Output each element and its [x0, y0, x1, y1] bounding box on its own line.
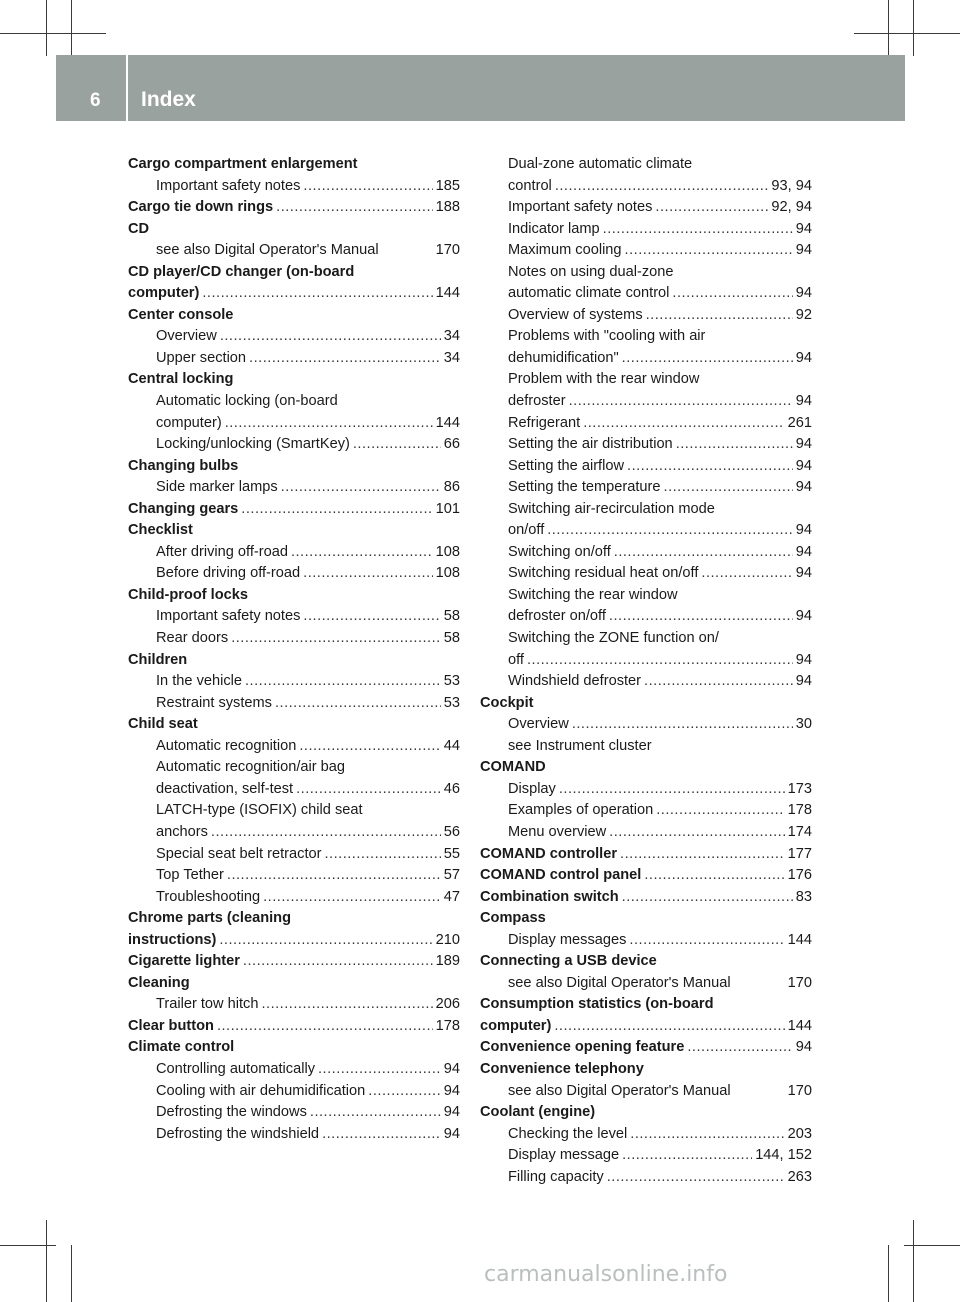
index-subentry: [128, 1102, 460, 1124]
page-reference: 58: [443, 608, 460, 625]
page-reference: 178: [435, 1017, 460, 1034]
page-reference: 170: [787, 1082, 812, 1099]
entry-label: Important safety notes: [508, 199, 653, 216]
index-term: Compass: [480, 910, 546, 927]
dot-leader: [299, 736, 440, 758]
page-reference: 94: [795, 457, 812, 474]
index-subentry: [128, 240, 460, 262]
index-subentry: [128, 865, 460, 887]
page-reference: 94: [795, 242, 812, 259]
index-subentry-text: see Instrument cluster: [508, 737, 652, 754]
page-reference: 34: [443, 328, 460, 345]
index-term: Cleaning: [128, 974, 190, 991]
page-reference: 144: [787, 1017, 812, 1034]
entry-label: Important safety notes: [156, 608, 301, 625]
entry-label: Locking/unlocking (SmartKey): [156, 436, 350, 453]
dot-leader: [664, 477, 793, 499]
index-term: Cockpit: [480, 694, 534, 711]
dot-leader: [572, 714, 793, 736]
dot-leader: [249, 348, 441, 370]
index-subentry: [480, 606, 812, 628]
dot-leader: [245, 671, 441, 693]
dot-leader: [318, 1059, 441, 1081]
index-term: CD player/CD changer (on-board: [128, 263, 355, 280]
index-subentry: [480, 520, 812, 542]
dot-leader: [559, 779, 785, 801]
entry-label: Checking the level: [508, 1125, 628, 1142]
entry-label: Restraint systems: [156, 694, 272, 711]
page-reference: 176: [787, 867, 812, 884]
page-reference: 44: [443, 737, 460, 754]
dot-leader: [569, 391, 793, 413]
index-subentry: [480, 714, 812, 736]
dot-leader: [622, 1145, 752, 1167]
dot-leader: [243, 951, 433, 973]
dot-leader: [281, 477, 441, 499]
entry-label: Filling capacity: [508, 1168, 604, 1185]
page-number: 6: [90, 90, 101, 111]
index-subentry: [480, 1167, 812, 1189]
entry-label: Clear button: [128, 1017, 214, 1034]
entry-label: Side marker lamps: [156, 479, 278, 496]
entry-label: Setting the temperature: [508, 479, 661, 496]
entry-label: Maximum cooling: [508, 242, 622, 259]
entry-label: Upper section: [156, 349, 247, 366]
crop-mark: [913, 0, 914, 56]
index-term: Chrome parts (cleaning: [128, 910, 291, 927]
index-subentry: [128, 326, 460, 348]
dot-leader: [324, 844, 440, 866]
entry-label: on/off: [508, 522, 545, 539]
dot-leader: [620, 844, 785, 866]
watermark: carmanualsonline.info: [484, 1262, 728, 1287]
index-subentry: [128, 887, 460, 909]
dot-leader: [241, 499, 432, 521]
index-term: Connecting a USB device: [480, 953, 657, 970]
entry-label: Refrigerant: [508, 414, 581, 431]
index-subentry-text: Problems with "cooling with air: [508, 328, 706, 345]
page-reference: 30: [795, 716, 812, 733]
page-reference: 261: [787, 414, 812, 431]
page-reference: 94: [795, 349, 812, 366]
entry-label: anchors: [156, 823, 208, 840]
dot-leader: [614, 542, 793, 564]
page-reference: 92: [795, 306, 812, 323]
page-reference: 108: [435, 565, 460, 582]
dot-leader: [261, 994, 432, 1016]
page-reference: 46: [443, 780, 460, 797]
index-entry: [480, 1016, 812, 1038]
dot-leader: [672, 283, 792, 305]
page-reference: 177: [787, 845, 812, 862]
index-entry: [128, 197, 460, 219]
entry-label: computer): [480, 1017, 552, 1034]
page-reference: 94: [795, 651, 812, 668]
index-subentry: [480, 563, 812, 585]
header-divider: [126, 55, 128, 121]
entry-label: Automatic recognition: [156, 737, 297, 754]
dot-leader: [322, 1124, 441, 1146]
entry-label: Display: [508, 780, 556, 797]
entry-label: Overview: [156, 328, 217, 345]
page-reference: 173: [787, 780, 812, 797]
index-subentry-text: Problem with the rear window: [508, 371, 700, 388]
entry-label: computer): [156, 414, 222, 431]
index-column-left: [128, 154, 460, 1145]
index-subentry: [480, 542, 812, 564]
entry-label: control: [508, 177, 552, 194]
dot-leader: [291, 542, 433, 564]
entry-label: automatic climate control: [508, 285, 670, 302]
index-subentry-text: Automatic recognition/air bag: [156, 759, 346, 776]
page-reference: 94: [795, 1039, 812, 1056]
page-reference: 57: [443, 867, 460, 884]
page-reference: 108: [435, 543, 460, 560]
page-reference: 189: [435, 953, 460, 970]
index-entry: [480, 887, 812, 909]
entry-label: After driving off-road: [156, 543, 288, 560]
entry-label: Display messages: [508, 931, 627, 948]
page-reference: 56: [443, 823, 460, 840]
entry-label: see also Digital Operator's Manual: [508, 1082, 731, 1099]
entry-label: Troubleshooting: [156, 888, 261, 905]
entry-label: see also Digital Operator's Manual: [508, 974, 731, 991]
entry-label: Important safety notes: [156, 177, 301, 194]
entry-label: Cooling with air dehumidification: [156, 1082, 366, 1099]
entry-label: Defrosting the windows: [156, 1104, 307, 1121]
page-reference: 144: [787, 931, 812, 948]
entry-label: Indicator lamp: [508, 220, 600, 237]
dot-leader: [630, 1124, 784, 1146]
page-reference: 170: [787, 974, 812, 991]
page-reference: 188: [435, 199, 460, 216]
page-reference: 210: [435, 931, 460, 948]
index-entry: [128, 283, 460, 305]
crop-mark: [0, 1245, 56, 1246]
page-reference: 178: [787, 802, 812, 819]
page-reference: 94: [795, 565, 812, 582]
page-reference: 144: [435, 414, 460, 431]
index-subentry-text: Notes on using dual-zone: [508, 263, 674, 280]
index-subentry: [480, 822, 812, 844]
index-entry: [128, 499, 460, 521]
index-subentry: [128, 542, 460, 564]
dot-leader: [644, 671, 793, 693]
index-subentry: [128, 413, 460, 435]
index-term: Consumption statistics (on-board: [480, 996, 714, 1013]
dot-leader: [303, 176, 432, 198]
page-reference: 94: [443, 1125, 460, 1142]
page-reference: 263: [787, 1168, 812, 1185]
index-subentry-text: Switching the ZONE function on/: [508, 630, 719, 647]
index-subentry: [480, 973, 812, 995]
page-reference: 94: [795, 543, 812, 560]
entry-label: Trailer tow hitch: [156, 996, 259, 1013]
entry-label: dehumidification": [508, 349, 619, 366]
index-term: Central locking: [128, 371, 234, 388]
entry-label: Overview: [508, 716, 569, 733]
index-subentry: [128, 736, 460, 758]
index-subentry-text: Switching air-recirculation mode: [508, 500, 715, 517]
dot-leader: [219, 930, 432, 952]
index-subentry: [480, 434, 812, 456]
index-term: Child-proof locks: [128, 586, 248, 603]
dot-leader: [609, 822, 784, 844]
dot-leader: [676, 434, 793, 456]
dot-leader: [622, 348, 793, 370]
dot-leader: [303, 606, 440, 628]
index-subentry: [480, 650, 812, 672]
dot-leader: [231, 628, 441, 650]
crop-mark: [71, 1245, 72, 1302]
page-reference: 94: [795, 436, 812, 453]
entry-label: Menu overview: [508, 823, 607, 840]
dot-leader: [607, 1167, 785, 1189]
entry-label: Switching residual heat on/off: [508, 565, 699, 582]
crop-mark: [71, 0, 72, 56]
index-subentry: [128, 1081, 460, 1103]
index-subentry: [128, 606, 460, 628]
entry-label: Examples of operation: [508, 802, 654, 819]
page-reference: 94: [443, 1060, 460, 1077]
index-subentry: [128, 563, 460, 585]
dot-leader: [644, 865, 784, 887]
index-subentry-text: Automatic locking (on-board: [156, 393, 338, 410]
entry-label: COMAND control panel: [480, 867, 642, 884]
index-subentry: [480, 240, 812, 262]
page-reference: 66: [443, 436, 460, 453]
index-subentry: [480, 1145, 812, 1167]
entry-label: computer): [128, 285, 200, 302]
dot-leader: [310, 1102, 441, 1124]
index-subentry: [128, 434, 460, 456]
dot-leader: [554, 1016, 784, 1038]
page-reference: 34: [443, 349, 460, 366]
entry-label: Setting the airflow: [508, 457, 625, 474]
entry-label: Rear doors: [156, 630, 229, 647]
dot-leader: [368, 1081, 440, 1103]
page-reference: 94: [795, 220, 812, 237]
page-reference: 203: [787, 1125, 812, 1142]
index-subentry: [480, 930, 812, 952]
index-subentry: [128, 176, 460, 198]
index-subentry: [128, 628, 460, 650]
entry-label: Defrosting the windshield: [156, 1125, 320, 1142]
page-reference: 53: [443, 673, 460, 690]
crop-mark: [888, 0, 889, 56]
index-term: Convenience telephony: [480, 1060, 644, 1077]
entry-label: In the vehicle: [156, 673, 242, 690]
page-reference: 55: [443, 845, 460, 862]
index-subentry: [128, 671, 460, 693]
index-subentry: [128, 994, 460, 1016]
crop-mark: [913, 1220, 914, 1302]
dot-leader: [656, 800, 784, 822]
entry-label: defroster on/off: [508, 608, 606, 625]
index-subentry-text: Dual-zone automatic climate: [508, 156, 693, 172]
index-subentry: [480, 219, 812, 241]
index-subentry: [480, 800, 812, 822]
dot-leader: [220, 326, 441, 348]
index-term: Checklist: [128, 522, 193, 539]
index-subentry: [128, 348, 460, 370]
index-term: Cargo compartment enlargement: [128, 156, 358, 172]
dot-leader: [687, 1037, 792, 1059]
entry-label: Special seat belt retractor: [156, 845, 322, 862]
page-reference: 94: [443, 1104, 460, 1121]
page-reference: 94: [443, 1082, 460, 1099]
page-reference: 144: [435, 285, 460, 302]
entry-label: off: [508, 651, 524, 668]
index-entry: [128, 1016, 460, 1038]
index-subentry: [480, 413, 812, 435]
page-reference: 94: [795, 673, 812, 690]
entry-label: Combination switch: [480, 888, 619, 905]
index-subentry: [128, 1059, 460, 1081]
dot-leader: [583, 413, 784, 435]
entry-label: defroster: [508, 393, 566, 410]
crop-mark: [46, 0, 47, 56]
dot-leader: [227, 865, 441, 887]
index-subentry: [480, 391, 812, 413]
dot-leader: [646, 305, 793, 327]
index-subentry: [128, 822, 460, 844]
entry-label: instructions): [128, 931, 217, 948]
crop-mark: [46, 1220, 47, 1302]
dot-leader: [353, 434, 441, 456]
dot-leader: [202, 283, 432, 305]
dot-leader: [263, 887, 441, 909]
index-term: Coolant (engine): [480, 1104, 596, 1121]
dot-leader: [622, 887, 793, 909]
page-title: Index: [141, 88, 196, 111]
entry-label: Overview of systems: [508, 306, 643, 323]
page-reference: 94: [795, 522, 812, 539]
page-reference: 170: [435, 242, 460, 259]
page-reference: 94: [795, 608, 812, 625]
index-subentry: [480, 348, 812, 370]
page-reference: 83: [795, 888, 812, 905]
entry-label: COMAND controller: [480, 845, 618, 862]
index-term: COMAND: [480, 759, 546, 776]
index-entry: [480, 865, 812, 887]
index-term: Center console: [128, 306, 234, 323]
index-subentry: [480, 779, 812, 801]
crop-mark: [888, 1245, 889, 1302]
page-reference: 94: [795, 393, 812, 410]
dot-leader: [555, 176, 769, 198]
index-subentry: [128, 693, 460, 715]
index-term: Climate control: [128, 1039, 235, 1056]
entry-label: Cargo tie down rings: [128, 199, 274, 216]
dot-leader: [609, 606, 793, 628]
entry-label: Display message: [508, 1147, 620, 1164]
dot-leader: [701, 563, 792, 585]
crop-mark: [854, 33, 960, 34]
index-entry: [480, 844, 812, 866]
entry-label: Convenience opening feature: [480, 1039, 685, 1056]
index-subentry: [480, 1081, 812, 1103]
entry-label: Setting the air distribution: [508, 436, 673, 453]
index-subentry: [480, 197, 812, 219]
crop-mark: [0, 33, 106, 34]
dot-leader: [625, 240, 793, 262]
dot-leader: [296, 779, 441, 801]
entry-label: deactivation, self-test: [156, 780, 294, 797]
index-subentry: [480, 1124, 812, 1146]
dot-leader: [211, 822, 441, 844]
entry-label: Changing gears: [128, 500, 239, 517]
entry-label: Controlling automatically: [156, 1060, 315, 1077]
page-reference: 53: [443, 694, 460, 711]
index-subentry-text: LATCH-type (ISOFIX) child seat: [156, 802, 363, 819]
page-reference: 47: [443, 888, 460, 905]
index-subentry: [480, 477, 812, 499]
index-column-right: [480, 154, 812, 1188]
index-subentry: [480, 176, 812, 198]
index-term: Children: [128, 651, 188, 668]
dot-leader: [276, 197, 433, 219]
index-subentry: [128, 1124, 460, 1146]
index-subentry: [480, 283, 812, 305]
page-reference: 94: [795, 285, 812, 302]
page-reference: 144, 152: [755, 1147, 812, 1164]
page-reference: 92, 94: [771, 199, 812, 216]
page-reference: 206: [435, 996, 460, 1013]
dot-leader: [225, 413, 433, 435]
entry-label: Cigarette lighter: [128, 953, 240, 970]
index-subentry: [480, 305, 812, 327]
dot-leader: [603, 219, 793, 241]
entry-label: Switching on/off: [508, 543, 611, 560]
page-reference: 101: [435, 500, 460, 517]
entry-label: Top Tether: [156, 867, 224, 884]
dot-leader: [655, 197, 768, 219]
index-entry: [128, 951, 460, 973]
index-entry: [128, 930, 460, 952]
entry-label: Before driving off-road: [156, 565, 301, 582]
index-subentry: [128, 779, 460, 801]
index-term: Child seat: [128, 716, 198, 733]
page-reference: 174: [787, 823, 812, 840]
dot-leader: [629, 930, 784, 952]
page-reference: 93, 94: [771, 177, 812, 194]
entry-label: Windshield defroster: [508, 673, 642, 690]
index-term: CD: [128, 220, 150, 237]
entry-label: see also Digital Operator's Manual: [156, 242, 379, 259]
index-entry: [480, 1037, 812, 1059]
dot-leader: [527, 650, 793, 672]
dot-leader: [547, 520, 793, 542]
page-reference: 185: [435, 177, 460, 194]
dot-leader: [627, 456, 793, 478]
dot-leader: [303, 563, 433, 585]
index-term: Changing bulbs: [128, 457, 239, 474]
index-subentry: [480, 671, 812, 693]
page-reference: 94: [795, 479, 812, 496]
dot-leader: [275, 693, 441, 715]
dot-leader: [217, 1016, 433, 1038]
page-reference: 58: [443, 630, 460, 647]
index-subentry-text: Switching the rear window: [508, 586, 678, 603]
index-subentry: [128, 477, 460, 499]
index-subentry: [480, 456, 812, 478]
index-subentry: [128, 844, 460, 866]
page-reference: 86: [443, 479, 460, 496]
